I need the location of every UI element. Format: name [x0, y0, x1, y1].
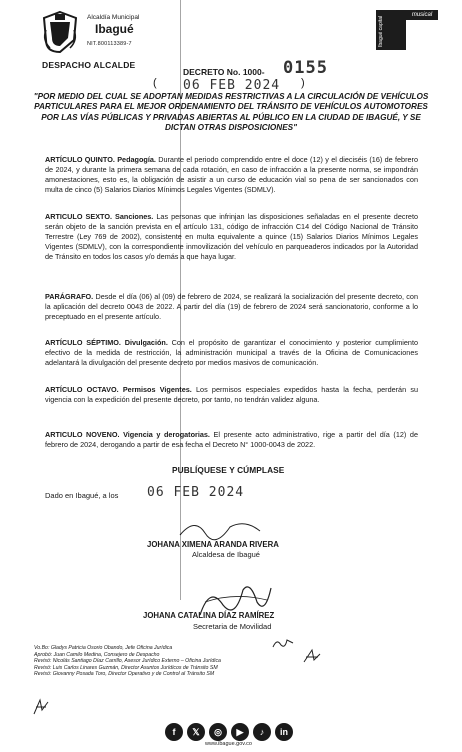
initials-scribble — [272, 637, 294, 649]
website-link[interactable]: www.ibague.gov.co — [205, 741, 252, 747]
review-note: Revisó: Luis Carlos Linares Guzmán, Director Asuntos Jurídicos de Tránsito SM — [34, 664, 218, 671]
review-note: Revisó: Nicolás Santiago Díaz Carrillo, Asesor Jurídico Externo – Oficina Jurídica — [34, 658, 221, 665]
decree-date-stamp: 06 FEB 2024 — [183, 78, 281, 93]
social-links — [165, 723, 293, 741]
municipality-name: Ibagué — [95, 22, 134, 36]
article-heading: PARÁGRAFO. — [45, 292, 94, 301]
scan-fold-line — [180, 0, 181, 600]
x-icon[interactable]: 𝕏 — [187, 723, 205, 741]
article-sexto — [45, 212, 418, 262]
article-heading: ARTÍCULO OCTAVO. Permisos Vigentes. — [45, 385, 192, 394]
initials-scribble — [302, 648, 322, 664]
office-title: DESPACHO ALCALDE — [42, 60, 136, 70]
paragrafo — [45, 292, 418, 322]
article-text: Los permisos especiales expedidos hasta la fecha, perderán su vigencia con la expedición del presente decreto, por tanto, no tendrán validez alguna. — [45, 385, 418, 405]
decree-number-stamp: 0155 — [283, 58, 328, 78]
decree-label: DECRETO No. 1000- — [183, 67, 265, 77]
brand-tab: musical — [406, 10, 438, 20]
review-note: Vo.Bo: Gladys Patricia Osorio Obando, Jefe Oficina Jurídica — [34, 645, 173, 651]
decree-title: "POR MEDIO DEL CUAL SE ADOPTAN MEDIDAS RESTRICTIVAS A LA CIRCULACIÓN DE VEHÍCULOS PARTICULARES PARA EL MEJOR ORDENAMIENTO DEL TRÁNSITO DE VEHÍCULOS AUTOMOTORES POR LAS VÍAS PÚBLICAS Y PRIVADAS ABIERTAS AL PÚBLICO EN LA CIUDAD DE IBAGUÉ, Y SE DICTAN OTRAS DISPOSICIONES" — [33, 92, 429, 133]
article-heading: ARTÍCULO QUINTO. Pedagogía. — [45, 155, 156, 164]
publish-clause: PUBLÍQUESE Y CÚMPLASE — [172, 465, 285, 475]
linkedin-icon[interactable]: in — [275, 723, 293, 741]
municipality-nit: NIT.800113389-7 — [87, 41, 132, 47]
signature-1-role: Alcaldesa de Ibagué — [192, 550, 260, 559]
signature-2-name: JOHANA CATALINA DÍAZ RAMÍREZ — [143, 611, 275, 620]
article-heading: ARTICULO NOVENO. Vigencia y derogatorias. — [45, 430, 210, 439]
article-text: Las personas que infrinjan las disposiciones señaladas en el presente decreto serán objeto de la sanción prevista en el artículo 131, código de infracción C14 del Código Nacional de Tránsito Terrestre (Ley 769 de 2002), consistente en multa equivalente a quince (15) Salarios Diarios Mínimos Legales Vigentes (SDMLV), con la correspondiente inmovilización del vehículo en parqueaderos indicados por la Autoridad de Tránsito en todos los casos y/o demás a que haya lugar. — [45, 212, 418, 262]
article-heading: ARTÍCULO SÉPTIMO. Divulgación. — [45, 338, 168, 347]
article-quinto — [45, 155, 418, 195]
instagram-icon[interactable]: ◎ — [209, 723, 227, 741]
article-text: El presente acto administrativo, rige a partir del día (12) de febrero de 2024, derogando a partir de esa fecha el Decreto N° 1000-0043 de 2022. — [45, 430, 418, 450]
initials-scribble — [32, 698, 50, 716]
article-noveno — [45, 430, 418, 450]
review-note: Aprobó: Juan Camilo Medina, Consejero de Despacho — [34, 651, 160, 658]
review-note: Revisó: Giovanny Posada Toro, Director Operativo y de Control al Tránsito SM — [34, 671, 215, 678]
article-text: Durante el periodo comprendido entre el doce (12) y el dieciséis (16) de febrero de 2024, y durante la primera semana de cada rotación, en caso de infracción a la presente norma, se impondrán amonestaciones, esto es, la obligación de asistir a un curso de educación vial so pena de ser sancionados con multa de cinco (5) Salarios Diarios Mínimos Legales Vigentes (SDMLV). — [45, 155, 418, 195]
tiktok-icon[interactable]: ♪ — [253, 723, 271, 741]
paren-open: ( — [153, 77, 157, 89]
youtube-icon[interactable]: ▶ — [231, 723, 249, 741]
brand-vertical-text: Ibagué capital — [378, 15, 384, 47]
article-septimo — [45, 338, 418, 368]
municipality-label: Alcaldía Municipal — [87, 14, 140, 21]
article-octavo — [45, 385, 418, 405]
signature-1-name: JOHANA XIMENA ARANDA RIVERA — [147, 540, 279, 549]
signature-date-stamp: 06 FEB 2024 — [147, 485, 245, 500]
paren-close: ) — [301, 77, 305, 89]
article-text: Con el propósito de garantizar el conocimiento y posterior cumplimiento efectivo de la medida de restricción, la administración municipal a través de la Oficina de Comunicaciones adelantará la divulgación del presente decreto por medios masivos de comunicación. — [45, 338, 418, 368]
signature-2-role: Secretaria de Movilidad — [193, 622, 272, 631]
municipality-logo — [40, 10, 80, 54]
facebook-icon[interactable]: f — [165, 723, 183, 741]
review-notes — [34, 645, 221, 678]
article-heading: ARTICULO SEXTO. Sanciones. — [45, 212, 154, 221]
signature-1-scribble — [175, 515, 265, 543]
article-text: Desde el día (06) al (09) de febrero de 2024, se realizará la socialización del presente decreto, con la aplicación del decreto 0043 de 2022. A partir del día (19) de febrero de 2024 será sancionatorio, conforme a lo preceptuado en el presente artículo. — [45, 292, 418, 322]
issued-in-label: Dado en Ibagué, a los — [45, 491, 119, 500]
